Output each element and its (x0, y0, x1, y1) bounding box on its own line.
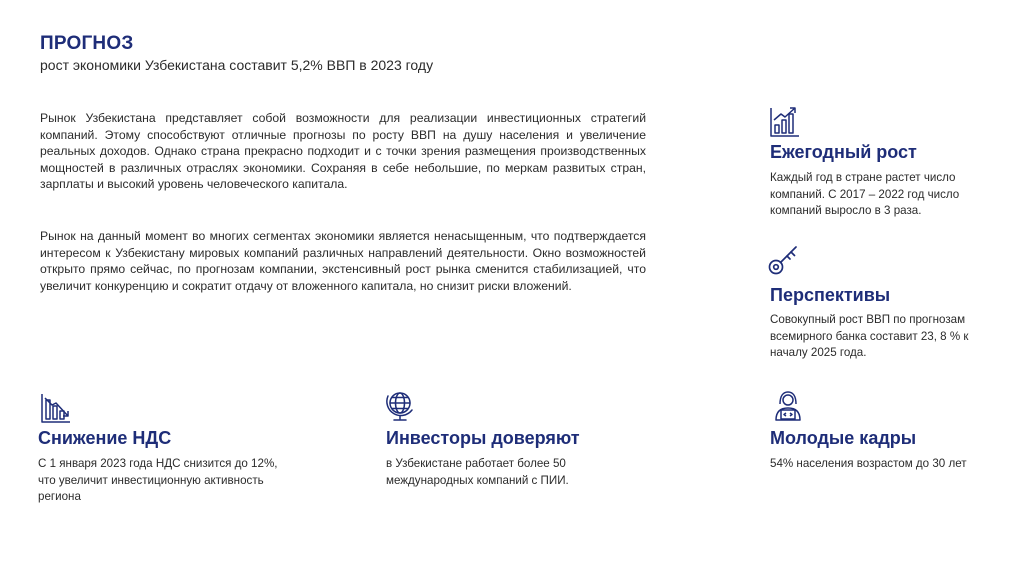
bar-chart-growth-icon (769, 106, 801, 138)
card-text-investors: в Узбекистане работает более 50 международных компаний с ПИИ. (386, 457, 569, 487)
card-text-youth: 54% населения возрастом до 30 лет (770, 457, 967, 470)
developer-icon (772, 390, 804, 422)
card-title-growth: Ежегодный рост (770, 142, 917, 162)
card-text-prospects: Совокупный рост ВВП по прогнозам всемирного банка составит 23, 8 % к началу 2025 года. (770, 313, 969, 360)
card-text-growth: Каждый год в стране растет число компаний. С 2017 – 2022 год число компаний выросло в 3 раза. (770, 171, 960, 218)
bar-chart-decline-icon (40, 392, 72, 424)
page-title: ПРОГНОЗ (40, 33, 134, 54)
card-title-prospects: Перспективы (770, 285, 891, 305)
card-title-vat: Снижение НДС (38, 428, 172, 448)
card-text-vat: С 1 января 2023 года НДС снизится до 12%, что увеличит инвестиционную активность региона (38, 457, 278, 504)
globe-icon (384, 390, 416, 422)
key-icon (767, 244, 799, 276)
card-title-investors: Инвесторы доверяют (386, 428, 580, 448)
intro-paragraph: Рынок Узбекистана представляет собой возможности для реализации инвестиционных стратегий компаний. Этому способствуют отличные прогнозы по росту ВВП на душу населения и увеличение реальных доходов. Однако страна прекрасно подходит и с точки зрения размещения производственных мощностей в различных отраслях экономики. Сохраняя в себе небольшие, по меркам развитых стран, зарплаты и высокий уровень человеческого капитала. (40, 111, 646, 192)
market-paragraph: Рынок на данный момент во многих сегментах экономики является ненасыщенным, что подтверждается интересом к Узбекистану мировых компаний различных направлений деятельности. Окно возможностей открыто прямо сейчас, по прогнозам компании, экстенсивный рост рынка сменится стабилизацией, что увеличит конкуренцию и сократит отдачу от вложенного капитала, но снизит риски вложений. (40, 229, 646, 293)
card-title-youth: Молодые кадры (770, 428, 917, 448)
page-subtitle: рост экономики Узбекистана составит 5,2% ВВП в 2023 году (40, 57, 434, 73)
